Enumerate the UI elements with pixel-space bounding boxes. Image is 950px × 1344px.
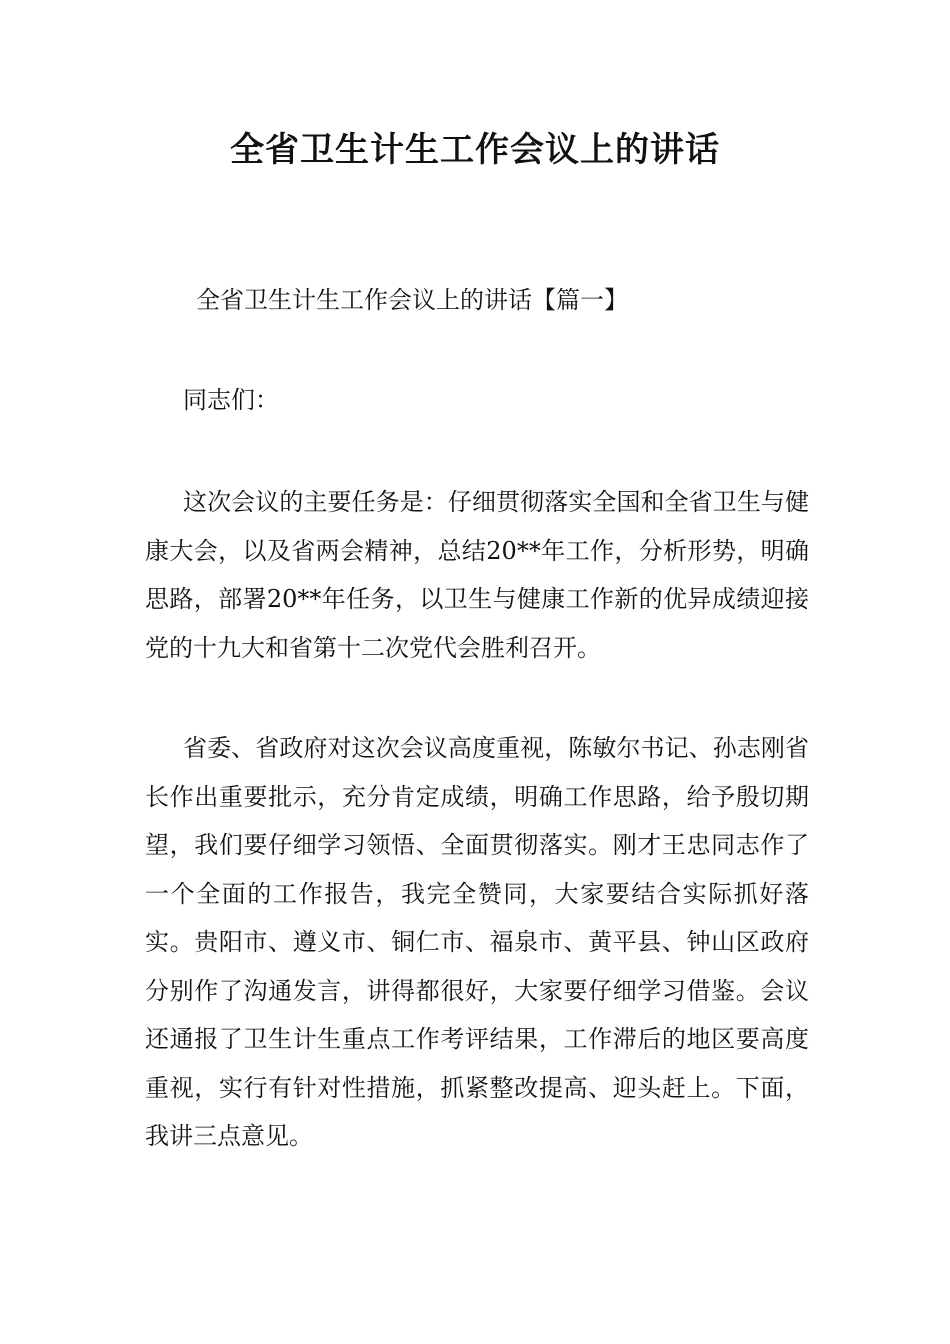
paragraph-1: 这次会议的主要任务是：仔细贯彻落实全国和全省卫生与健康大会，以及省两会精神，总结20**年工作，分析形势，明确思路，部署20**年任务，以卫生与健康工作新的优异成绩迎接党的十九大和省第十二次党代会胜利召开。	[145, 488, 809, 662]
document-title: 全省卫生计生工作会议上的讲话	[230, 130, 720, 170]
paragraph-2: 省委、省政府对这次会议高度重视，陈敏尔书记、孙志刚省长作出重要批示，充分肯定成绩，明确工作思路，给予殷切期望，我们要仔细学习领悟、全面贯彻落实。刚才王忠同志作了一个全面的工作报告，我完全赞同，大家要结合实际抓好落实。贵阳市、遵义市、铜仁市、福泉市、黄平县、钟山区政府分别作了沟通发言，讲得都很好，大家要仔细学习借鉴。会议还通报了卫生计生重点工作考评结果，工作滞后的地区要高度重视，实行有针对性措施，抓紧整改提高、迎头赶上。下面，我讲三点意见。	[145, 734, 809, 1150]
document-subtitle: 全省卫生计生工作会议上的讲话【篇一】	[196, 286, 628, 314]
greeting: 同志们：	[183, 386, 279, 414]
